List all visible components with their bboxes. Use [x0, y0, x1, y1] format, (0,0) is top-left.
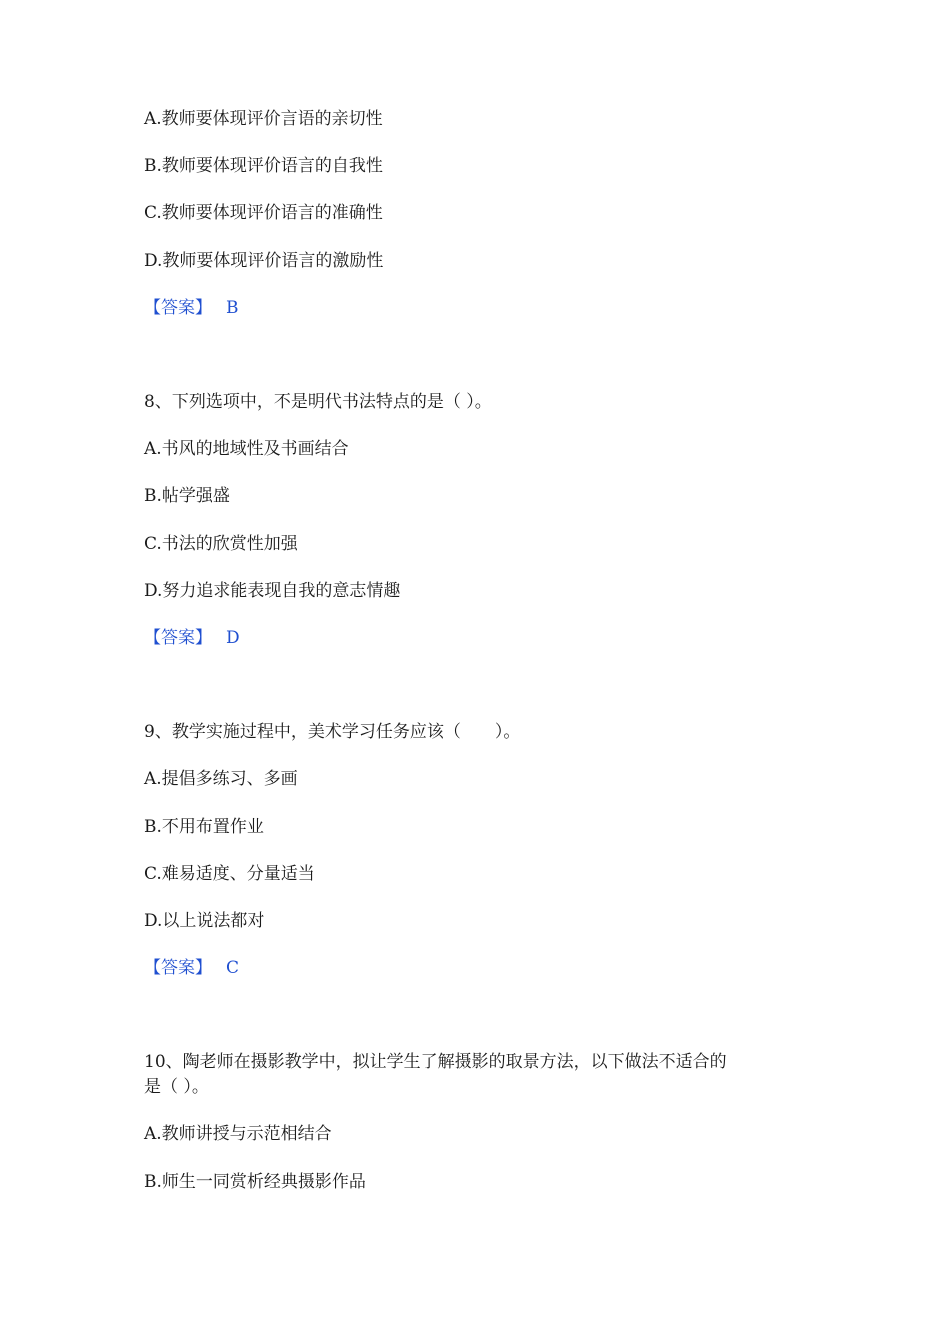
q9-option-c: C.难易适度、分量适当 — [144, 864, 315, 884]
q10-question-line1: 10、陶老师在摄影教学中，拟让学生了解摄影的取景方法，以下做法不适合的 — [144, 1052, 727, 1072]
q10-question-line2: 是（ ）。 — [144, 1077, 209, 1097]
q9-option-d: D.以上说法都对 — [144, 911, 265, 931]
q7-option-b: B.教师要体现评价语言的自我性 — [144, 156, 383, 176]
q7-option-a: A.教师要体现评价言语的亲切性 — [144, 109, 383, 129]
q9-answer — [144, 956, 239, 980]
q8-option-d: D.努力追求能表现自我的意志情趣 — [144, 581, 401, 601]
q8-question: 8、下列选项中，不是明代书法特点的是（ ）。 — [144, 392, 492, 412]
q10-option-b: B.师生一同赏析经典摄影作品 — [144, 1172, 366, 1192]
q7-option-d: D.教师要体现评价语言的激励性 — [144, 251, 384, 271]
q8-option-c: C.书法的欣赏性加强 — [144, 534, 298, 554]
q8-option-a: A.书风的地域性及书画结合 — [144, 439, 349, 459]
q7-option-c: C.教师要体现评价语言的准确性 — [144, 203, 383, 223]
answer-value: B — [226, 298, 239, 318]
answer-value: D — [226, 628, 240, 648]
q7-answer — [144, 296, 239, 320]
answer-label: 【答案】 — [144, 628, 212, 648]
q8-option-b: B.帖学强盛 — [144, 486, 230, 506]
q9-question: 9、教学实施过程中，美术学习任务应该（ ）。 — [144, 722, 521, 742]
q8-answer — [144, 626, 240, 650]
answer-label: 【答案】 — [144, 298, 212, 318]
q9-option-a: A.提倡多练习、多画 — [144, 769, 298, 789]
answer-label: 【答案】 — [144, 958, 212, 978]
q10-option-a: A.教师讲授与示范相结合 — [144, 1124, 332, 1144]
answer-value: C — [226, 958, 240, 978]
q9-option-b: B.不用布置作业 — [144, 817, 264, 837]
